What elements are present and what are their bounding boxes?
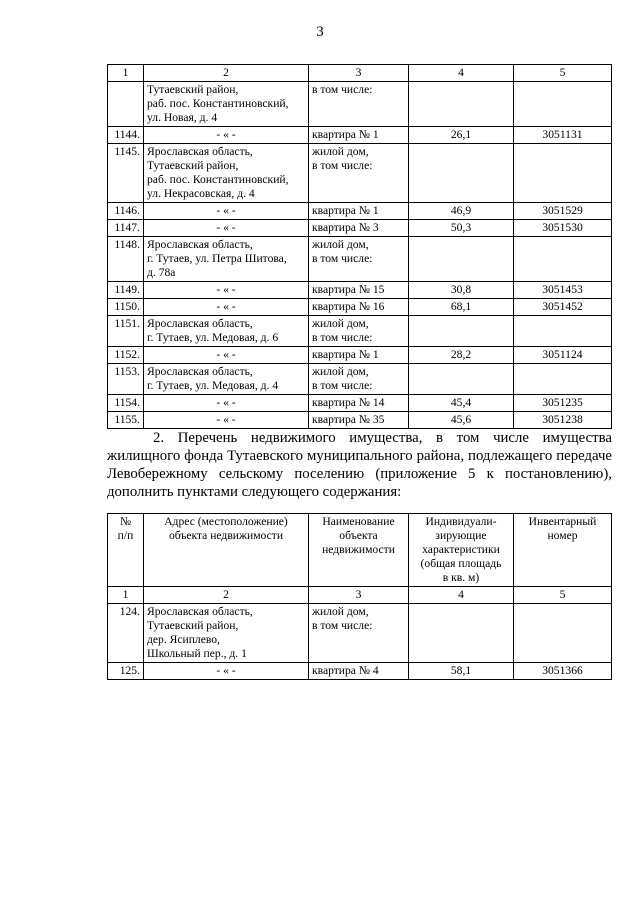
inventory-number-cell: 3051366 (514, 663, 612, 680)
row-number-cell: 1146. (108, 203, 144, 220)
address-cell: Ярославская область, г. Тутаев, ул. Медовая, д. 4 (144, 364, 309, 395)
inventory-number-cell: 3051235 (514, 395, 612, 412)
inventory-number-cell (514, 364, 612, 395)
table-row (108, 316, 612, 347)
inventory-number-cell (514, 604, 612, 663)
inventory-number-cell (514, 237, 612, 282)
object-name-cell: квартира № 3 (309, 220, 409, 237)
address-cell: - « - (144, 220, 309, 237)
address-cell: Тутаевский район, раб. пос. Константиновский, ул. Новая, д. 4 (144, 82, 309, 127)
table-row (108, 364, 612, 395)
area-cell (409, 144, 514, 203)
row-number-cell: 124. (108, 604, 144, 663)
area-cell: 28,2 (409, 347, 514, 364)
object-name-cell: квартира № 16 (309, 299, 409, 316)
object-name-cell: жилой дом, в том числе: (309, 364, 409, 395)
row-number-cell: 1151. (108, 316, 144, 347)
table-row (108, 127, 612, 144)
table-row (108, 412, 612, 429)
row-number-cell: 1147. (108, 220, 144, 237)
object-name-cell: в том числе: (309, 82, 409, 127)
column-number-cell: 1 (108, 65, 144, 82)
area-cell: 45,4 (409, 395, 514, 412)
page-number: 3 (316, 24, 324, 40)
address-cell: Ярославская область, г. Тутаев, ул. Медовая, д. 6 (144, 316, 309, 347)
object-name-cell: жилой дом, в том числе: (309, 604, 409, 663)
area-cell (409, 82, 514, 127)
area-cell: 45,6 (409, 412, 514, 429)
area-cell (409, 316, 514, 347)
column-number-cell: 4 (409, 587, 514, 604)
inventory-number-cell: 3051238 (514, 412, 612, 429)
area-cell (409, 604, 514, 663)
inventory-number-cell: 3051131 (514, 127, 612, 144)
row-number-cell: 1144. (108, 127, 144, 144)
row-number-cell: 1153. (108, 364, 144, 395)
column-number-cell: 2 (144, 65, 309, 82)
address-cell: Ярославская область, Тутаевский район, дер. Ясиплево, Школьный пер., д. 1 (144, 604, 309, 663)
inventory-number-cell: 3051124 (514, 347, 612, 364)
table-row (108, 395, 612, 412)
header-inventory-number: Инвентарный номер (514, 514, 612, 587)
area-cell: 58,1 (409, 663, 514, 680)
row-number-cell: 1145. (108, 144, 144, 203)
row-number-cell: 1149. (108, 282, 144, 299)
inventory-number-cell (514, 82, 612, 127)
address-cell: - « - (144, 203, 309, 220)
object-name-cell: квартира № 15 (309, 282, 409, 299)
area-cell: 46,9 (409, 203, 514, 220)
row-number-cell: 1154. (108, 395, 144, 412)
object-name-cell: квартира № 4 (309, 663, 409, 680)
area-cell (409, 237, 514, 282)
table-body (108, 65, 612, 429)
property-table-additions (107, 513, 612, 680)
column-number-row (108, 587, 612, 604)
row-number-cell: 1150. (108, 299, 144, 316)
column-number-cell: 4 (409, 65, 514, 82)
table-row (108, 299, 612, 316)
inventory-number-cell: 3051453 (514, 282, 612, 299)
header-address: Адрес (местоположение) объекта недвижимости (144, 514, 309, 587)
inventory-number-cell (514, 144, 612, 203)
header-number: № п/п (108, 514, 144, 587)
column-number-cell: 5 (514, 587, 612, 604)
column-number-cell: 3 (309, 65, 409, 82)
object-name-cell: квартира № 1 (309, 127, 409, 144)
column-number-row (108, 65, 612, 82)
address-cell: - « - (144, 282, 309, 299)
row-number-cell: 1148. (108, 237, 144, 282)
inventory-number-cell: 3051452 (514, 299, 612, 316)
column-number-cell: 2 (144, 587, 309, 604)
table-row (108, 144, 612, 203)
area-cell: 30,8 (409, 282, 514, 299)
area-cell (409, 364, 514, 395)
table-row (108, 203, 612, 220)
column-number-cell: 3 (309, 587, 409, 604)
row-number-cell: 1152. (108, 347, 144, 364)
address-cell: - « - (144, 663, 309, 680)
table-row (108, 237, 612, 282)
row-number-cell: 125. (108, 663, 144, 680)
address-cell: Ярославская область, г. Тутаев, ул. Петра Шитова, д. 78а (144, 237, 309, 282)
table-row (108, 347, 612, 364)
address-cell: Ярославская область, Тутаевский район, раб. пос. Константиновский, ул. Некрасовская, д. 4 (144, 144, 309, 203)
paragraph-item-2 (107, 429, 612, 501)
object-name-cell: квартира № 1 (309, 347, 409, 364)
table-row (108, 220, 612, 237)
inventory-number-cell: 3051530 (514, 220, 612, 237)
header-characteristics: Индивидуали- зирующие характеристики (общая площадь в кв. м) (409, 514, 514, 587)
header-row (108, 514, 612, 587)
inventory-number-cell (514, 316, 612, 347)
area-cell: 50,3 (409, 220, 514, 237)
paragraph-text: 2. Перечень недвижимого имущества, в том числе имущества жилищного фонда Тутаевского муниципального района, подлежащего передаче Левобережному сельскому поселению (приложение 5 к постановлению), дополнить пунктами следующего содержания: (107, 430, 612, 500)
address-cell: - « - (144, 412, 309, 429)
object-name-cell: жилой дом, в том числе: (309, 144, 409, 203)
address-cell: - « - (144, 347, 309, 364)
object-name-cell: квартира № 35 (309, 412, 409, 429)
column-number-cell: 1 (108, 587, 144, 604)
inventory-number-cell: 3051529 (514, 203, 612, 220)
address-cell: - « - (144, 299, 309, 316)
property-table-continued (107, 64, 612, 429)
table-body (108, 514, 612, 680)
object-name-cell: жилой дом, в том числе: (309, 316, 409, 347)
object-name-cell: квартира № 14 (309, 395, 409, 412)
header-name: Наименование объекта недвижимости (309, 514, 409, 587)
address-cell: - « - (144, 127, 309, 144)
column-number-cell: 5 (514, 65, 612, 82)
object-name-cell: квартира № 1 (309, 203, 409, 220)
table-row (108, 282, 612, 299)
row-number-cell (108, 82, 144, 127)
address-cell: - « - (144, 395, 309, 412)
table-row (108, 663, 612, 680)
area-cell: 68,1 (409, 299, 514, 316)
object-name-cell: жилой дом, в том числе: (309, 237, 409, 282)
row-number-cell: 1155. (108, 412, 144, 429)
area-cell: 26,1 (409, 127, 514, 144)
table-row (108, 82, 612, 127)
table-row (108, 604, 612, 663)
